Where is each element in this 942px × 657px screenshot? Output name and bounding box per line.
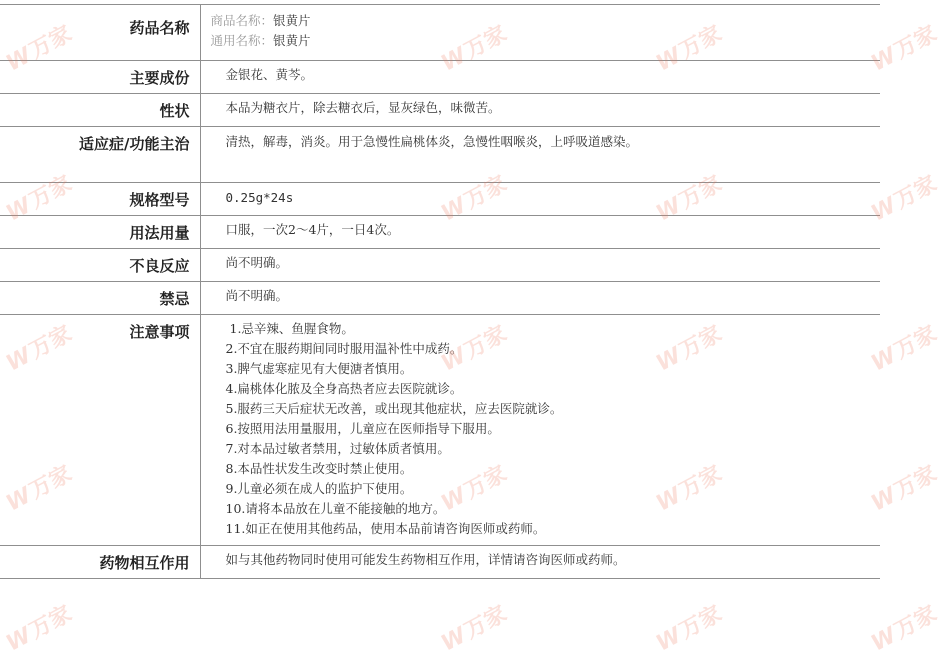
row-properties	[0, 94, 880, 127]
value-ingredients: 金银花、黄芩。	[200, 61, 880, 94]
precaution-item: 1.忌辛辣、鱼腥食物。	[229, 321, 354, 336]
row-adverse	[0, 249, 880, 282]
precaution-item: 9.儿童必须在成人的监护下使用。	[225, 481, 413, 496]
watermark-logo: W万家	[867, 21, 942, 77]
watermark-logo: W万家	[652, 601, 727, 657]
watermark-logo: W万家	[2, 601, 77, 657]
precaution-item: 6.按照用法用量服用，儿童应在医师指导下服用。	[225, 421, 500, 436]
value-contraindications: 尚不明确。	[200, 282, 880, 315]
watermark-logo: W万家	[652, 461, 727, 517]
value-adverse: 尚不明确。	[200, 249, 880, 282]
value-indications: 清热，解毒，消炎。用于急慢性扁桃体炎，急慢性咽喉炎，上呼吸道感染。	[200, 127, 880, 183]
label-adverse: 不良反应	[0, 249, 200, 282]
value-interactions: 如与其他药物同时使用可能发生药物相互作用，详情请咨询医师或药师。	[200, 546, 880, 579]
label-spec: 规格型号	[0, 183, 200, 216]
watermark-logo: W万家	[867, 171, 942, 227]
precaution-item: 11.如正在使用其他药品，使用本品前请咨询医师或药师。	[225, 521, 546, 536]
watermark-logo: W万家	[867, 601, 942, 657]
watermark-logo: W万家	[437, 601, 512, 657]
row-dosage	[0, 216, 880, 249]
precaution-item: 8.本品性状发生改变时禁止使用。	[225, 461, 413, 476]
row-spec	[0, 183, 880, 216]
precautions-list	[226, 319, 871, 539]
row-contraindications	[0, 282, 880, 315]
value-dosage: 口服，一次2～4片，一日4次。	[200, 216, 880, 249]
precaution-item: 2.不宜在服药期间同时服用温补性中成药。	[225, 341, 463, 356]
label-contraindications: 禁忌	[0, 282, 200, 315]
value-spec: 0.25g*24s	[200, 183, 880, 216]
watermark-logo: W万家	[437, 21, 512, 77]
precaution-item: 3.脾气虚寒症见有大便溏者慎用。	[225, 361, 413, 376]
row-precautions	[0, 315, 880, 546]
row-indications	[0, 127, 880, 183]
watermark-logo: W万家	[652, 21, 727, 77]
precaution-item: 5.服药三天后症状无改善，或出现其他症状，应去医院就诊。	[225, 401, 563, 416]
label-indications: 适应症/功能主治	[0, 127, 200, 183]
label-drug-name: 药品名称	[0, 5, 200, 61]
watermark-logo: W万家	[867, 321, 942, 377]
label-ingredients: 主要成份	[0, 61, 200, 94]
drug-info-table	[0, 4, 880, 579]
value-precautions	[200, 315, 880, 546]
watermark-logo: W万家	[437, 171, 512, 227]
precaution-item: 4.扁桃体化脓及全身高热者应去医院就诊。	[225, 381, 463, 396]
watermark-logo: W万家	[652, 321, 727, 377]
row-drug-name	[0, 5, 880, 61]
value-properties: 本品为糖衣片，除去糖衣后，显灰绿色，味微苦。	[200, 94, 880, 127]
trade-name-value: 银黄片	[273, 13, 311, 28]
watermark-logo: W万家	[2, 171, 77, 227]
label-interactions: 药物相互作用	[0, 546, 200, 579]
generic-name-value: 银黄片	[273, 33, 311, 48]
trade-name-line: 商品名称：银黄片	[210, 13, 311, 28]
value-drug-name	[200, 5, 880, 61]
row-interactions	[0, 546, 880, 579]
watermark-logo: W万家	[2, 321, 77, 377]
watermark-logo: W万家	[867, 461, 942, 517]
watermark-logo: W万家	[437, 321, 512, 377]
generic-name-line: 通用名称：银黄片	[210, 33, 311, 48]
precaution-item: 10.请将本品放在儿童不能接触的地方。	[225, 501, 446, 516]
watermark-logo: W万家	[2, 21, 77, 77]
watermark-logo: W万家	[652, 171, 727, 227]
label-properties: 性状	[0, 94, 200, 127]
watermark-logo: W万家	[2, 461, 77, 517]
row-ingredients	[0, 61, 880, 94]
label-dosage: 用法用量	[0, 216, 200, 249]
label-precautions: 注意事项	[0, 315, 200, 546]
watermark-logo: W万家	[437, 461, 512, 517]
precaution-item: 7.对本品过敏者禁用，过敏体质者慎用。	[225, 441, 450, 456]
